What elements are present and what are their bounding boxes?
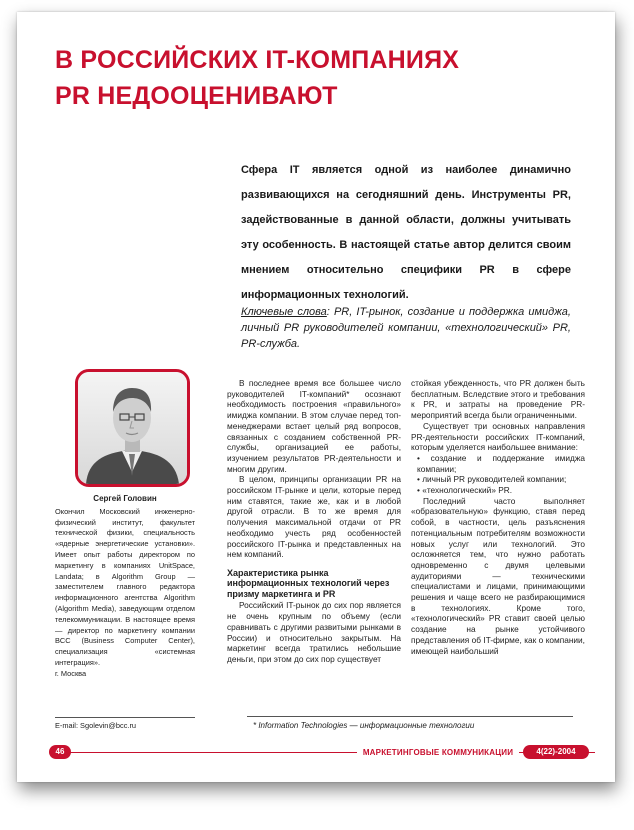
author-bio-text: Окончил Московский инженерно-физический институт, факультет технической физики, специальность «ядерные энергетические установки». Имеет опыт работы директором по маркетингу в компаниях UnitSpace, Landata; в Algorithm Group — заместителем главного редактора информационного агентства Algorithm (Algorithm Media), заведующим отделом телекоммуникации. В настоящее время — директор по маркетингу компании BCC (Business Computer Center), специализация «системная интеграция». xyxy=(55,506,195,667)
author-name: Сергей Головин xyxy=(93,494,157,503)
body-paragraph: В целом, принципы организации PR на российском IT-рынке и цели, которые перед ним ставятся, такие же, как и в любой другой отрасли. В то же время для получения максимальной отдачи от PR необходимо учесть ряд особенностей российского IT-рынка и представленных на нем компаний. xyxy=(227,474,401,560)
article-title-line-1: В РОССИЙСКИХ IT-КОМПАНИЯХ xyxy=(55,46,460,74)
page-number-badge: 46 xyxy=(49,745,71,759)
magazine-title: МАРКЕТИНГОВЫЕ КОММУНИКАЦИИ xyxy=(357,746,519,759)
issue-badge: 4(22)-2004 xyxy=(523,745,589,759)
author-portrait-image xyxy=(78,372,187,484)
bio-divider xyxy=(55,717,195,718)
body-paragraph: Существует три основных направления PR-деятельности российских IT-компаний, которым уделяется наибольшее внимание: xyxy=(411,420,585,453)
author-city: г. Москва xyxy=(55,668,87,678)
magazine-page xyxy=(17,12,615,782)
article-keywords xyxy=(241,304,571,352)
body-paragraph: Последний часто выполняет «образовательную» функцию, ставя перед собой, в частности, цель разъяснения потенциальным потребителям возможности новых услуг или технологий. Это осложняется тем, что нужно работать одновременно с двумя целевыми аудиториями — техническими специалистами и лицами, принимающими решения и чаще всего не разбирающимися в технологиях. Кроме того, «технологический» PR ставит своей целью создание на рынке устойчивого представления об IT-фирме, как о компании, имеющей наибольший xyxy=(411,495,585,656)
body-paragraph: Российский IT-рынок до сих пор является не очень крупным по объему (если сравнивать с другими развитыми рынками в России) и относительно закрытым. На маркетинг всегда тратились небольшие деньги, при этом до сих пор существует xyxy=(227,600,401,664)
bullet-list xyxy=(411,453,585,496)
article-title xyxy=(55,42,595,114)
author-email: E-mail: Sgolevin@bcc.ru xyxy=(55,721,137,730)
body-paragraph: стойкая убежденность, что PR должен быть бесплатным. Вследствие этого и требования к PR, и затраты на проведение PR-мероприятий всегда были ограниченными. xyxy=(411,378,585,421)
body-column-2 xyxy=(411,378,585,716)
footnote: * Information Technologies — информационные технологии xyxy=(253,721,475,730)
section-heading: Характеристика рынка информационных технологий через призму маркетинга и PR xyxy=(227,567,390,599)
keywords-text: : PR, IT-рынок, создание и поддержка имиджа, личный PR руководителей компании, «технологический» PR, PR-служба. xyxy=(241,306,571,350)
body-paragraph: В последнее время все большее число руководителей IT-компаний* осознают необходимость построения «правильного» имиджа компании. В этом случае перед топ-менеджерами встает целый ряд вопросов, связанных с созданием собственной PR-службы, организацией ее работы, изучением результатов PR-деятельности и многим другим. xyxy=(227,378,401,474)
article-title-line-2: PR НЕДООЦЕНИВАЮТ xyxy=(55,82,338,110)
list-item: • создание и поддержание имиджа компании; xyxy=(417,452,585,474)
body-column-1 xyxy=(227,378,401,716)
author-bio xyxy=(55,494,195,680)
footnote-divider xyxy=(247,716,573,717)
keywords-label: Ключевые слова xyxy=(241,306,327,318)
list-item: • личный PR руководителей компании; xyxy=(417,474,567,485)
list-item: • «технологический» PR. xyxy=(417,485,513,496)
article-lead: Сфера IT является одной из наиболее динамично развивающихся на сегодняшний день. Инструменты PR, задействованные в данной области, должны учитывать эту особенность. В настоящей статье автор делится своим мнением относительно специфики PR в сфере информационных технологий. xyxy=(241,164,571,301)
author-photo xyxy=(75,369,190,487)
